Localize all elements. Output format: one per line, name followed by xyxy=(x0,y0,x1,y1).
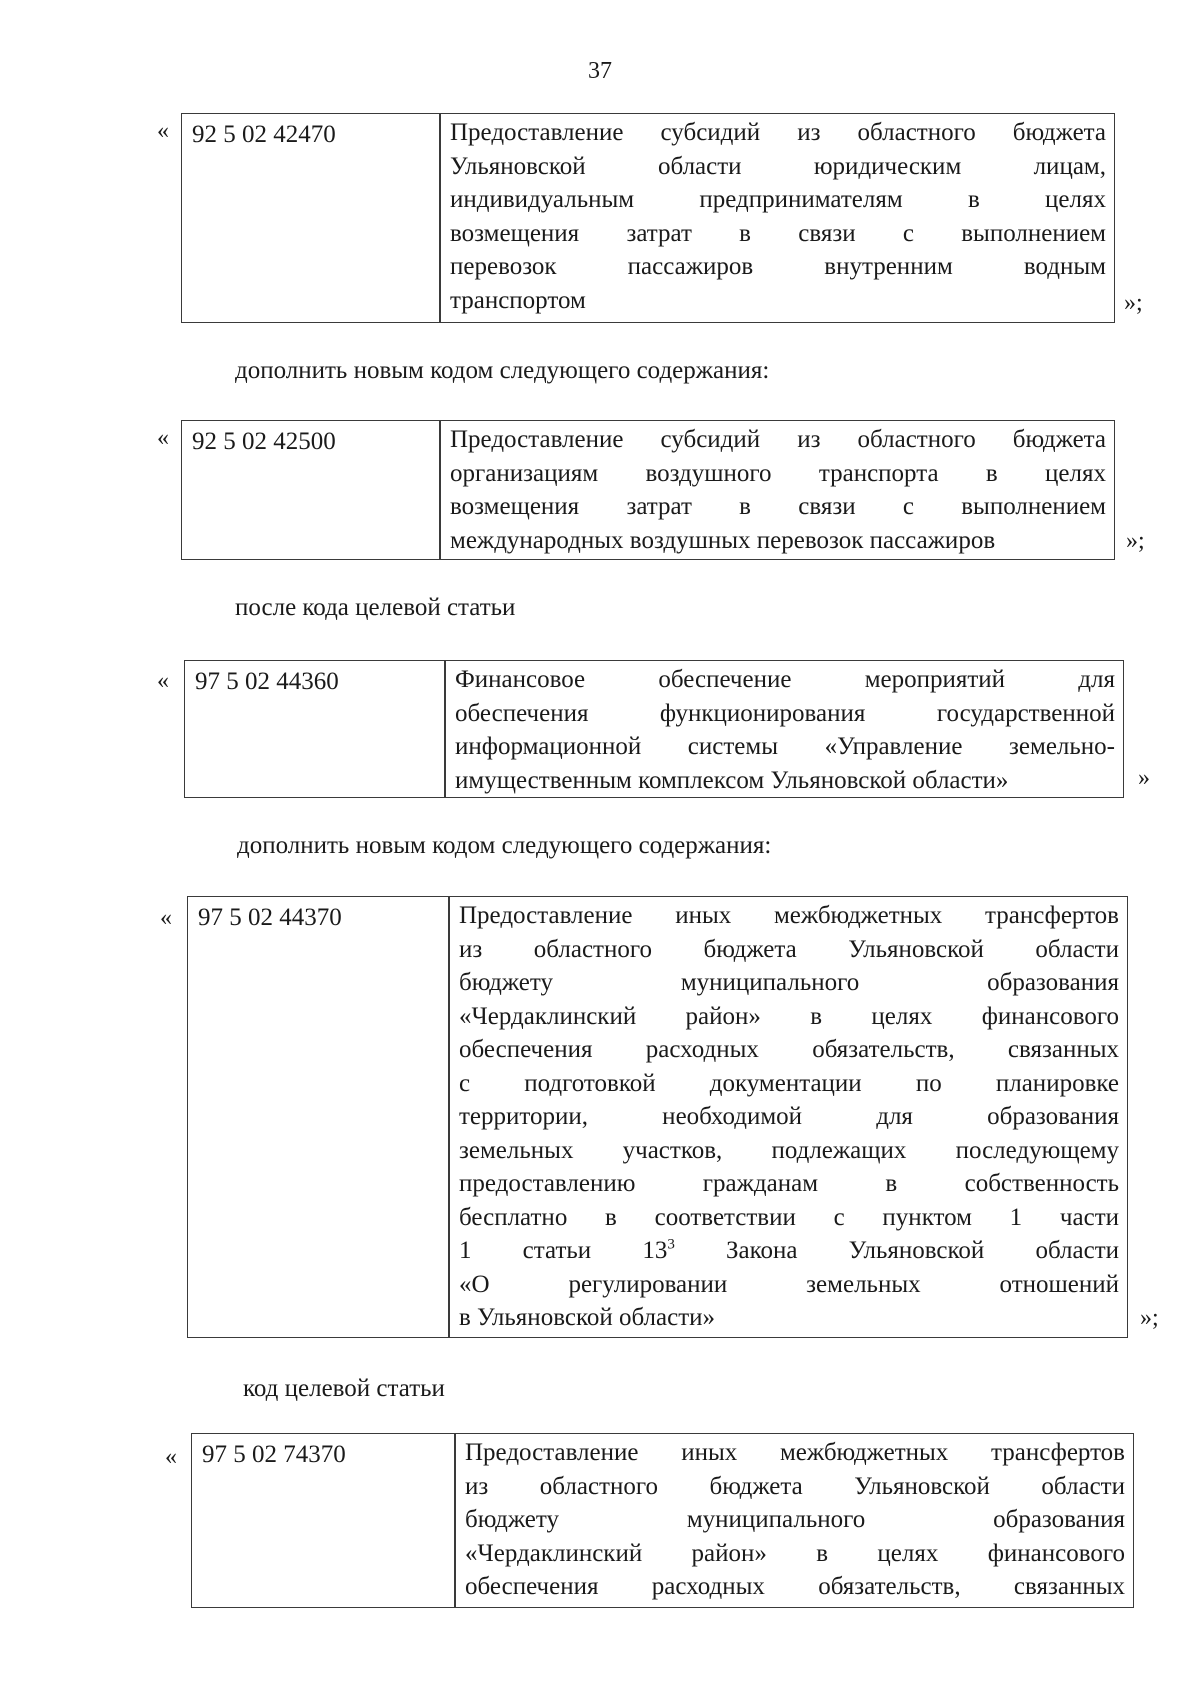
article-superscript: 3 xyxy=(667,1236,675,1253)
description-line: Ульяновской области юридическим лицам, xyxy=(450,152,1106,180)
close-quote: » xyxy=(1138,765,1150,791)
description-cell xyxy=(454,1433,1134,1608)
description-line: обеспечения функционирования государственной xyxy=(455,699,1115,727)
description-line: «О регулировании земельных отношений xyxy=(459,1270,1119,1298)
code-cell: 97 5 02 74370 xyxy=(191,1433,456,1608)
page-number: 37 xyxy=(588,58,612,84)
description-line: Финансовое обеспечение мероприятий для xyxy=(455,666,1115,693)
description-line: территории, необходимой для образования xyxy=(459,1103,1119,1130)
instruction-paragraph: дополнить новым кодом следующего содержания: xyxy=(235,357,770,384)
open-quote: « xyxy=(157,668,169,694)
description-line: из областного бюджета Ульяновской области xyxy=(465,1472,1125,1500)
instruction-paragraph: код целевой статьи xyxy=(243,1375,445,1402)
description-line: Предоставление иных межбюджетных трансфертов xyxy=(465,1439,1125,1466)
description-cell xyxy=(439,113,1115,323)
description-line: «Чердаклинский район» в целях финансового xyxy=(465,1539,1125,1567)
description-line: с подготовкой документации по планировке xyxy=(459,1069,1119,1097)
description-cell xyxy=(439,420,1115,560)
instruction-paragraph: дополнить новым кодом следующего содержания: xyxy=(237,832,772,859)
description-line: Предоставление субсидий из областного бюджета xyxy=(450,426,1106,453)
description-line: Предоставление иных межбюджетных трансфертов xyxy=(459,902,1119,929)
description-line: обеспечения расходных обязательств, связанных xyxy=(459,1036,1119,1063)
description-line: организациям воздушного транспорта в целях xyxy=(450,459,1106,487)
description-cell xyxy=(444,660,1124,798)
description-line: информационной системы «Управление земельно- xyxy=(455,733,1115,760)
description-cell xyxy=(448,896,1128,1338)
close-quote: »; xyxy=(1124,290,1143,316)
open-quote: « xyxy=(157,425,169,451)
description-line: предоставлению гражданам в собственность xyxy=(459,1170,1119,1197)
description-line: имущественным комплексом Ульяновской области» xyxy=(455,766,1009,794)
description-line: транспортом xyxy=(450,286,586,314)
open-quote: « xyxy=(160,905,172,931)
description-line: земельных участков, подлежащих последующему xyxy=(459,1136,1119,1164)
open-quote: « xyxy=(157,118,169,144)
description-line: бюджету муниципального образования xyxy=(459,969,1119,996)
description-line: возмещения затрат в связи с выполнением xyxy=(450,493,1106,520)
description-line: в Ульяновской области» xyxy=(459,1304,716,1331)
close-quote: »; xyxy=(1126,528,1145,554)
description-line: обеспечения расходных обязательств, связанных xyxy=(465,1573,1125,1600)
description-line: международных воздушных перевозок пассажиров xyxy=(450,526,996,554)
code-cell: 92 5 02 42470 xyxy=(181,113,441,323)
description-line: Предоставление субсидий из областного бюджета xyxy=(450,119,1106,146)
description-line: бюджету муниципального образования xyxy=(465,1506,1125,1533)
description-line: 1 статьи $13^3$ Закона Ульяновской области xyxy=(459,1236,1120,1264)
description-line: бесплатно в соответствии с пунктом 1 части xyxy=(459,1203,1119,1231)
instruction-paragraph: после кода целевой статьи xyxy=(235,594,516,621)
description-line: «Чердаклинский район» в целях финансового xyxy=(459,1002,1119,1030)
description-line: индивидуальным предпринимателям в целях xyxy=(450,186,1106,213)
open-quote: « xyxy=(165,1444,177,1470)
description-line: перевозок пассажиров внутренним водным xyxy=(450,253,1106,280)
close-quote: »; xyxy=(1140,1305,1159,1331)
code-cell: 97 5 02 44360 xyxy=(184,660,446,798)
description-line: возмещения затрат в связи с выполнением xyxy=(450,219,1106,247)
code-cell: 92 5 02 42500 xyxy=(181,420,441,560)
code-cell: 97 5 02 44370 xyxy=(187,896,450,1338)
description-line: из областного бюджета Ульяновской области xyxy=(459,935,1119,963)
